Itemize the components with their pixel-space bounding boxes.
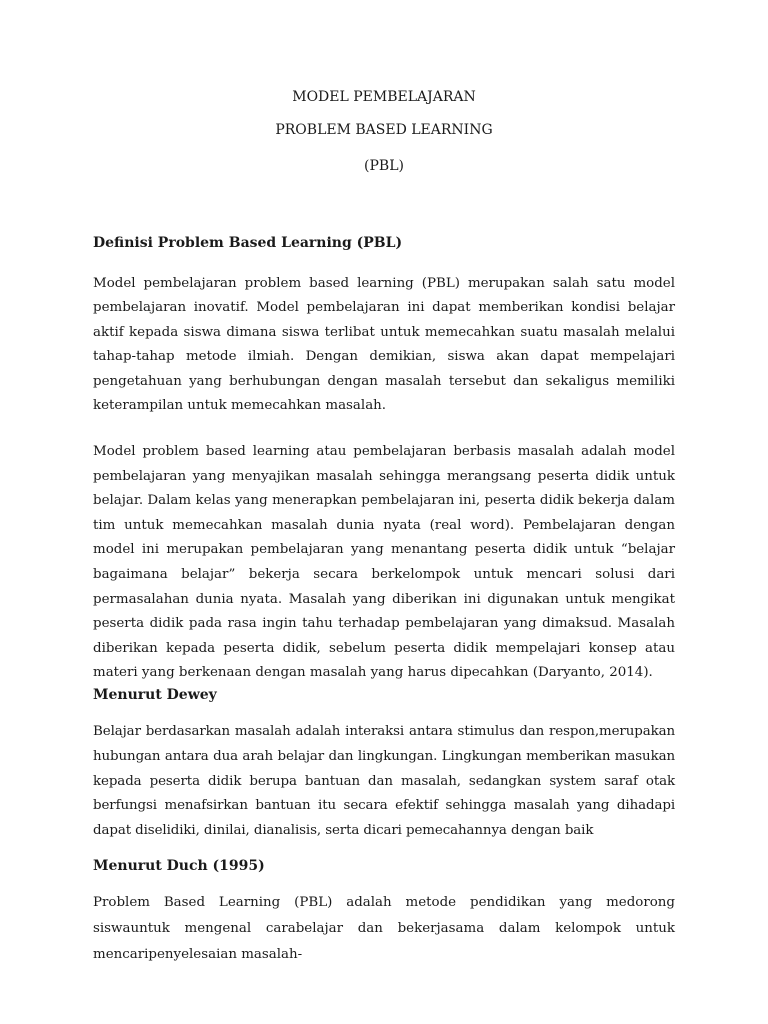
section-heading-duch: Menurut Duch (1995) [93, 858, 265, 874]
section-heading-definisi: Definisi Problem Based Learning (PBL) [93, 235, 403, 251]
section-heading-dewey: Menurut Dewey [93, 687, 217, 703]
document-title-line-3: (PBL) [364, 158, 404, 174]
paragraph-definisi-2: Model problem based learning atau pembelajaran berbasis masalah adalah model pembelajaran yang menyajikan masalah sehingga merangsang peserta didik untuk belajar. Dalam kelas yang menerapkan pembelajaran ini, peserta didik bekerja dalam tim untuk memecahkan masalah dunia nyata (real word). Pembelajaran dengan model ini merupakan pembelajaran yang menantang peserta didik untuk “belajar bagaimana belajar” bekerja secara berkelompok untuk mencari solusi dari permasalahan dunia nyata. Masalah yang diberikan ini digunakan untuk mengikat peserta didik pada rasa ingin tahu terhadap pembelajaran yang dimaksud. Masalah diberikan kepada peserta didik, sebelum peserta didik mempelajari konsep atau materi yang berkenaan dengan masalah yang harus dipecahkan (Daryanto, 2014). [93, 444, 675, 681]
document-title-line-1: MODEL PEMBELAJARAN [292, 89, 476, 105]
paragraph-duch: Problem Based Learning (PBL) adalah metode pendidikan yang medorong siswauntuk mengenal carabelajar dan bekerjasama dalam kelompok untuk mencaripenyelesaian masalah- [93, 895, 675, 962]
document-title-line-2: PROBLEM BASED LEARNING [275, 122, 493, 138]
paragraph-definisi-1: Model pembelajaran problem based learning (PBL) merupakan salah satu model pembelajaran inovatif. Model pembelajaran ini dapat memberikan kondisi belajar aktif kepada siswa dimana siswa terlibat untuk memecahkan suatu masalah melalui tahap-tahap metode ilmiah. Dengan demikian, siswa akan dapat mempelajari pengetahuan yang berhubungan dengan masalah tersebut dan sekaligus memiliki keterampilan untuk memecahkan masalah. [93, 276, 675, 414]
paragraph-dewey: Belajar berdasarkan masalah adalah interaksi antara stimulus dan respon,merupakan hubungan antara dua arah belajar dan lingkungan. Lingkungan memberikan masukan kepada peserta didik berupa bantuan dan masalah, sedangkan system saraf otak berfungsi menafsirkan bantuan itu secara efektif sehingga masalah yang dihadapi dapat diselidiki, dinilai, dianalisis, serta dicari pemecahannya dengan baik [93, 724, 675, 839]
